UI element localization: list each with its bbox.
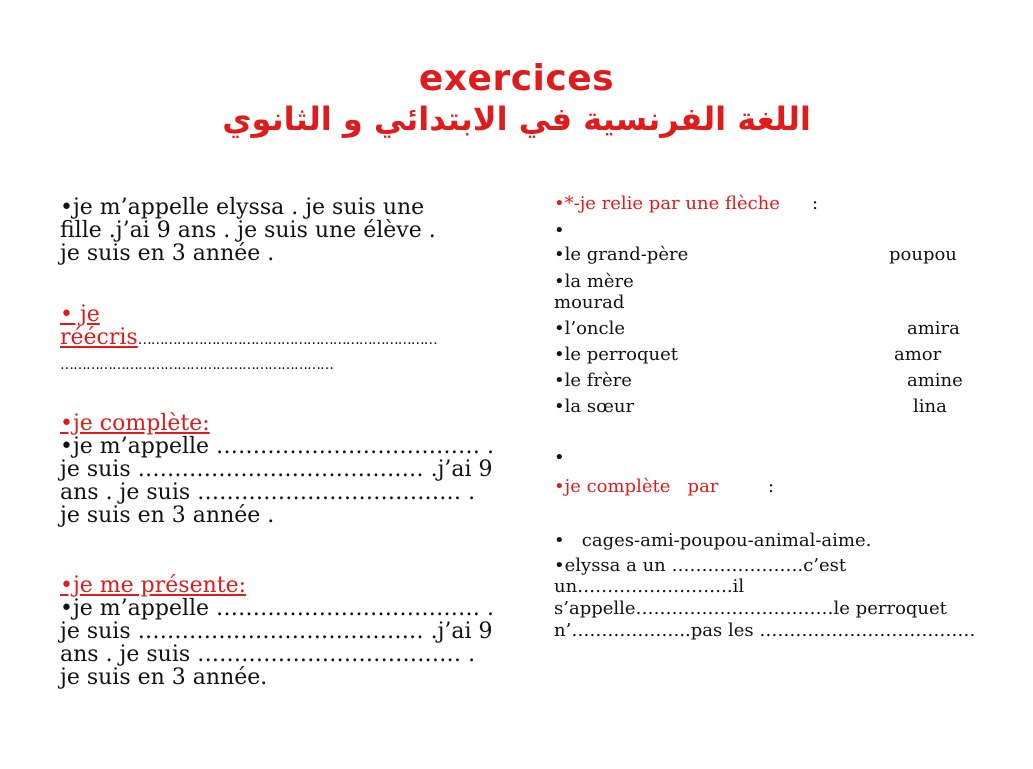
complete-heading: •je complète:	[60, 411, 210, 436]
match-left-item[interactable]: •le grand-père	[554, 244, 689, 265]
present-heading: •je me présente:	[60, 573, 247, 598]
present-exercise	[60, 574, 494, 689]
complete-par-colon: :	[768, 476, 775, 497]
present-line[interactable]: ans . je suis ……………………………… .	[60, 642, 476, 667]
complete-line[interactable]: •je m’appelle ……………………………… .	[60, 434, 495, 459]
match-left-item[interactable]: •la mère	[554, 271, 634, 292]
present-line[interactable]: •je m’appelle ……………………………… .	[60, 596, 495, 621]
complete-exercise	[60, 412, 494, 527]
rewrite-heading-word: réécris	[60, 325, 138, 350]
word-bank: • cages-ami-poupou-animal-aime.	[554, 530, 872, 551]
relie-heading: •*-je relie par une flèche	[554, 193, 780, 214]
answer-blank[interactable]: ………………………………………………………	[60, 357, 333, 373]
fill-line[interactable]: un……………………..il	[554, 576, 745, 597]
present-line[interactable]: je suis ………………………………… .j’ai 9	[60, 619, 493, 644]
intro-line: •je m’appelle elyssa . je suis une	[60, 195, 425, 220]
intro-line: je suis en 3 année .	[60, 241, 275, 266]
match-right-item[interactable]: lina	[913, 396, 947, 417]
page-title: exercices	[418, 58, 615, 99]
match-left-item[interactable]: •le perroquet	[554, 344, 678, 365]
match-right-item[interactable]: amira	[907, 318, 960, 339]
fill-line[interactable]: n’………………..pas les ………………………………	[554, 620, 976, 641]
match-left-item[interactable]: •l’oncle	[554, 318, 626, 339]
rewrite-heading: • je	[60, 302, 100, 327]
intro-text	[60, 196, 436, 265]
match-right-item[interactable]: amor	[894, 344, 942, 365]
bullet: •	[554, 220, 565, 241]
complete-line[interactable]: ans . je suis ……………………………… .	[60, 480, 476, 505]
complete-par-heading: •je complète par	[554, 476, 719, 497]
relie-colon: :	[812, 193, 819, 214]
present-line[interactable]: je suis en 3 année.	[60, 665, 268, 690]
fill-line[interactable]: s’appelle……………………………le perroquet	[554, 598, 947, 619]
arabic-subtitle: اللغة الفرنسية في الابتدائي و الثانوي	[222, 100, 811, 138]
complete-line[interactable]: je suis en 3 année .	[60, 503, 275, 528]
bullet: •	[554, 447, 565, 468]
complete-line[interactable]: je suis ………………………………… .j’ai 9	[60, 457, 493, 482]
intro-line: fille .j’ai 9 ans . je suis une élève .	[60, 218, 436, 243]
match-left-item[interactable]: •la sœur	[554, 396, 635, 417]
match-right-item[interactable]: poupou	[889, 244, 957, 265]
answer-blank[interactable]: ……………………………………………………………	[137, 332, 437, 348]
match-left-item[interactable]: •le frère	[554, 370, 632, 391]
rewrite-exercise	[60, 303, 437, 377]
match-left-item[interactable]: mourad	[554, 292, 625, 313]
fill-line[interactable]: •elyssa a un ………………….c’est	[554, 555, 847, 576]
match-right-item[interactable]: amine	[907, 370, 963, 391]
